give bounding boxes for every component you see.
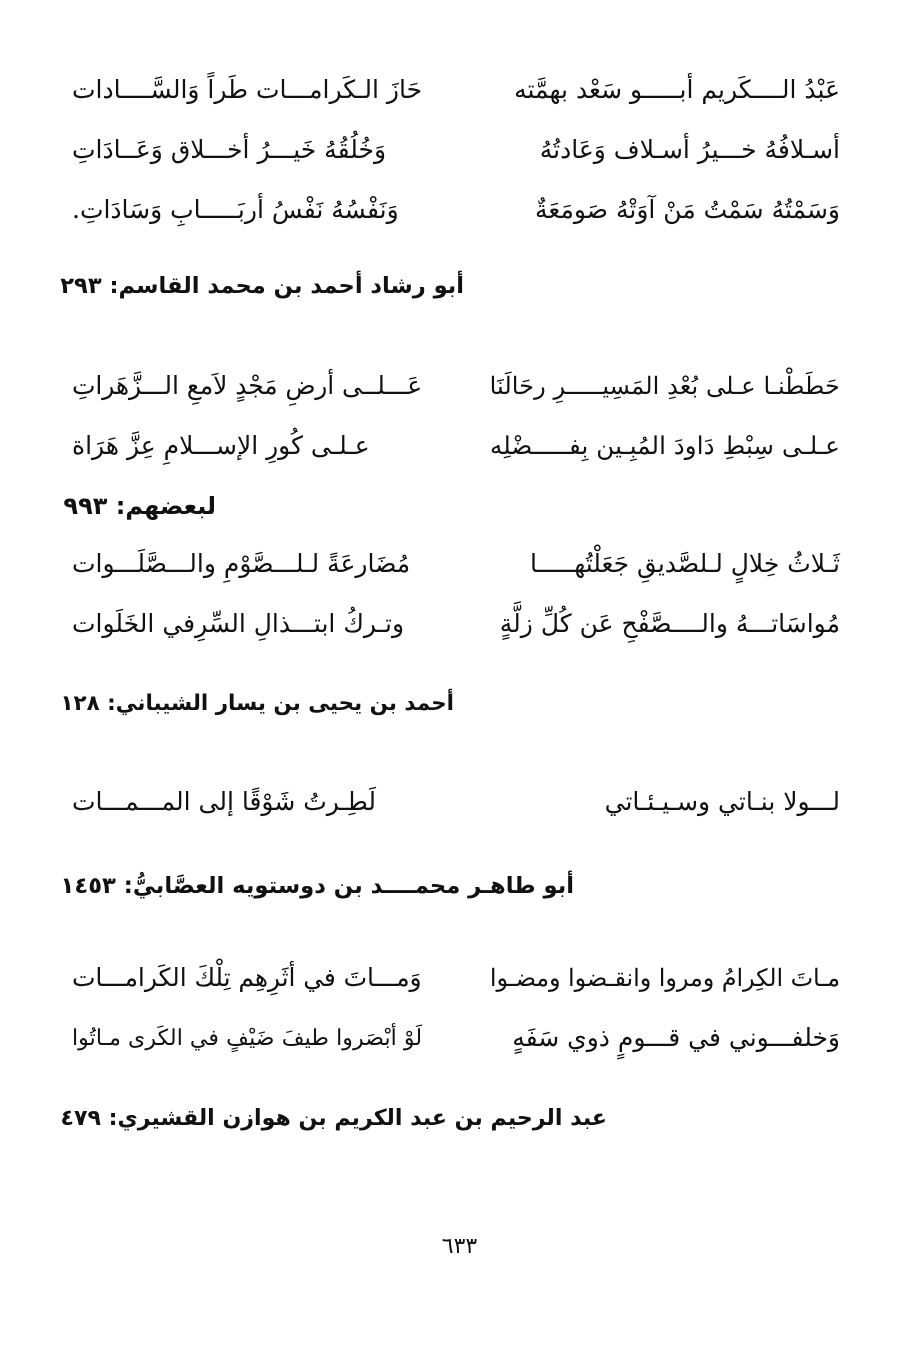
verse-second-hemistich: حَازَ الـكَرامـــات طَراً وَالسَّــــادات <box>72 75 423 104</box>
verse-second-hemistich: لَطِـرتُ شَوْقًا إلى المـــمـــات <box>72 787 377 816</box>
verse-line <box>72 956 840 1000</box>
verse-line <box>72 1016 840 1060</box>
verse-first-hemistich: مـاتَ الكِرامُ ومروا وانقـضوا ومضـوا <box>489 964 840 992</box>
section-heading: أبو رشاد أحمد بن محمد القاسم: ٢٩٣ <box>60 273 464 299</box>
verse-line <box>72 542 840 586</box>
verse-line <box>72 68 840 112</box>
section-heading: عبد الرحيم بن عبد الكريم بن هوازن القشيري: ٤٧٩ <box>60 1105 607 1131</box>
verse-second-hemistich: وَنَفْسُهُ نَفْسُ أربَـــــابِ وَسَادَاتِ. <box>72 195 399 224</box>
verse-line <box>72 602 840 646</box>
page-number: ٦٣٣ <box>441 1234 478 1259</box>
section-heading: أبو طاهـر محمــــد بن دوستويه العصَّابيُّ: ١٤٥٣ <box>60 873 574 899</box>
verse-first-hemistich: مُواسَاتـــهُ والــــصَّفْحِ عَن كُلِّ زلَّةٍ <box>499 609 840 638</box>
verse-line <box>72 780 840 824</box>
verse-line <box>72 364 840 408</box>
verse-first-hemistich: أسـلافُهُ خـــيرُ أسـلاف وَعَادتُهُ <box>539 135 840 164</box>
verse-line <box>72 128 840 172</box>
verse-second-hemistich: وَمـــاتَ في أثَرِهِم تِلْكَ الكَرامـــات <box>72 963 422 992</box>
verse-first-hemistich: وَسَمْتُهُ سَمْتُ مَنْ آوَتْهُ صَومَعَةٌ <box>535 195 840 224</box>
verse-second-hemistich: وتـركُ ابتـــذالِ السِّرِفي الخَلَوات <box>72 609 405 638</box>
verse-second-hemistich: عـلـى كُورِ الإســـلامِ عِزَّ هَرَاة <box>72 431 370 460</box>
verse-line <box>72 424 840 468</box>
verse-first-hemistich: وَخلفـــوني في قـــومٍ ذوي سَفَهٍ <box>512 1023 840 1052</box>
section-heading: لبعضهم: ٩٩٣ <box>63 492 216 520</box>
verse-first-hemistich: ثَـلاثُ خِلالٍ لـلصَّديقِ جَعَلْتُهـــــا <box>529 549 840 578</box>
verse-second-hemistich: لَوْ أبْصَروا طيفَ ضَيْفٍ في الكَرى مـاتُوا <box>72 1025 423 1051</box>
verse-first-hemistich: عَبْدُ الــــكَريم أبـــــو سَعْد بهمَّته <box>514 75 840 104</box>
section-heading: أحمد بن يحيى بن يسار الشيباني: ١٢٨ <box>60 691 454 716</box>
verse-first-hemistich: حَطَطْنـا عـلى بُعْدِ المَسِيـــــرِ رحَالَنَا <box>489 371 840 400</box>
verse-second-hemistich: وَخُلُقُهُ خَيـــرُ أخـــلاق وَعَــادَاتِ <box>72 135 387 164</box>
verse-line <box>72 188 840 232</box>
verse-second-hemistich: مُضَارعَةً لـلـــصَّوْمِ والـــصَّلَـــوات <box>72 549 411 578</box>
verse-first-hemistich: لـــولا بنـاتي وسـيـئـاتي <box>604 787 840 816</box>
verse-first-hemistich: عـلـى سِبْطِ دَاودَ المُبِـين بِفـــــضْلِه <box>489 431 840 460</box>
verse-second-hemistich: عَـــلــى أرضِ مَجْدٍ لاَمعِ الـــزَّهَراتِ <box>72 371 422 400</box>
